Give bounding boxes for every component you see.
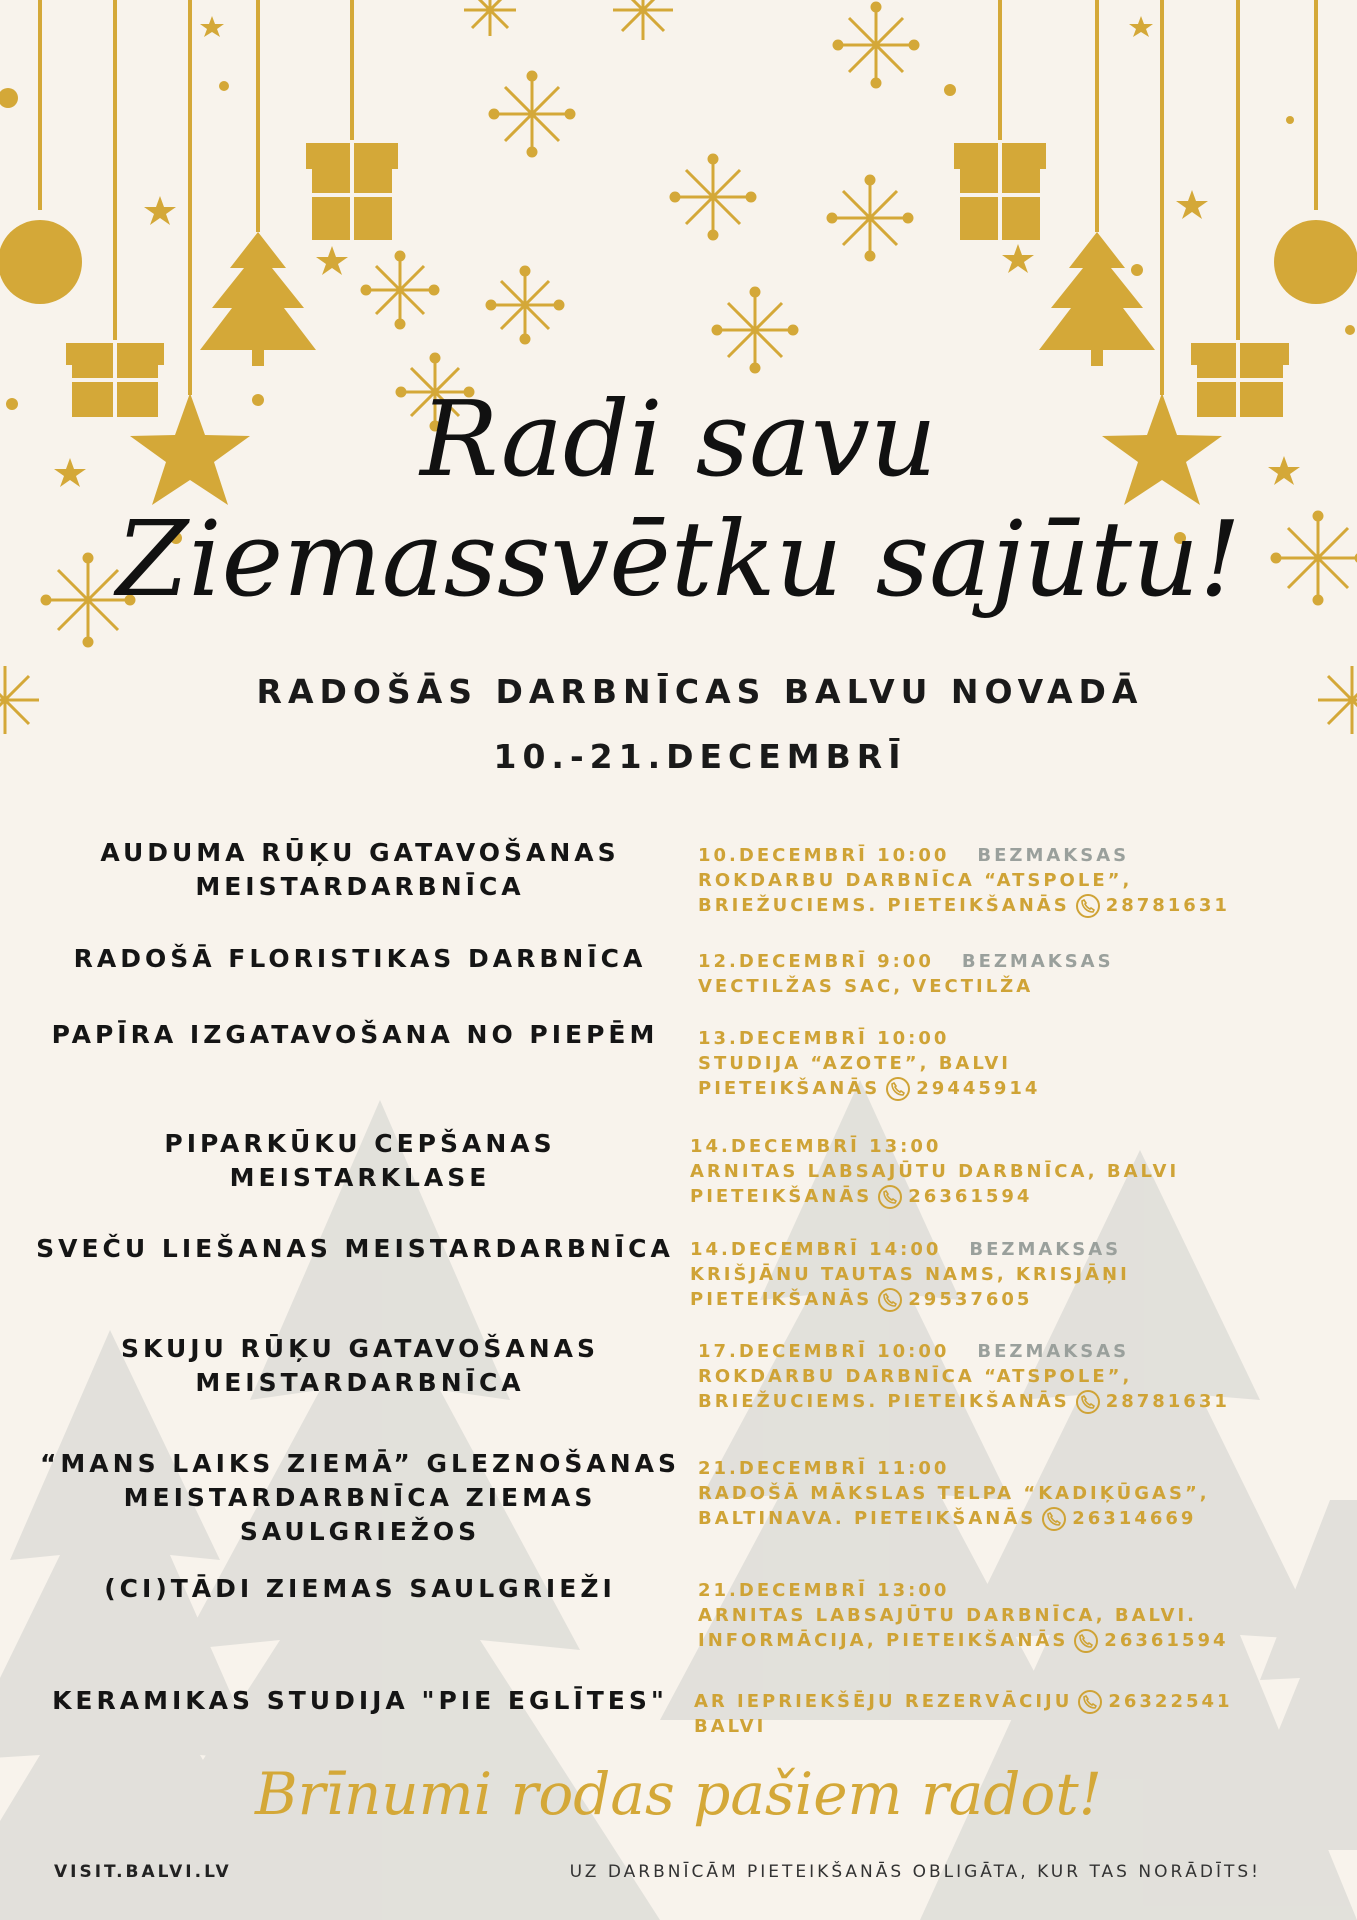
event-info-4 <box>690 1134 1179 1209</box>
phone-icon <box>878 1185 902 1209</box>
phone-icon <box>1076 1390 1100 1414</box>
event-info-7 <box>698 1456 1210 1531</box>
phone-icon <box>1078 1690 1102 1714</box>
event-name-8: (CI)TĀDI ZIEMAS SAULGRIEŽI <box>104 1574 616 1603</box>
free-badge: BEZMAKSAS <box>961 951 1114 972</box>
event-name-6: SKUJU RŪĶU GATAVOŠANAS MEISTARDARBNĪCA <box>121 1334 599 1397</box>
phone-icon <box>886 1077 910 1101</box>
event-place: RADOŠĀ MĀKSLAS TELPA “KADIĶŪGAS”, <box>698 1483 1210 1504</box>
event-name-2: RADOŠĀ FLORISTIKAS DARBNĪCA <box>73 944 647 973</box>
event-name-4: PIPARKŪKU CEPŠANAS MEISTARKLASE <box>164 1129 556 1192</box>
event-place: ARNITAS LABSAJŪTU DARBNĪCA, BALVI. <box>698 1605 1197 1626</box>
event-registration: PIETEIKŠANĀS <box>690 1186 873 1207</box>
event-info-8 <box>698 1578 1229 1653</box>
event-registration: PIETEIKŠANĀS <box>698 1078 881 1099</box>
event-phone: 26314669 <box>1072 1508 1197 1529</box>
slogan: Brīnumi rodas pašiem radot! <box>255 1760 1102 1828</box>
event-info-6 <box>698 1339 1230 1414</box>
event-info-5 <box>690 1237 1130 1312</box>
event-phone: 29445914 <box>916 1078 1041 1099</box>
event-date: 21.DECEMBRĪ 13:00 <box>698 1580 950 1601</box>
title-line-2: Ziemassvētku sajūtu! <box>116 498 1241 620</box>
event-place: ROKDARBU DARBNĪCA “ATSPOLE”, <box>698 1366 1133 1387</box>
event-date: 10.DECEMBRĪ 10:00 <box>698 845 950 866</box>
subtitle-line-2: 10.-21.DECEMBRĪ <box>493 737 907 776</box>
event-name-1: AUDUMA RŪĶU GATAVOŠANAS MEISTARDARBNĪCA <box>100 838 620 901</box>
subtitle-line-1: RADOŠĀS DARBNĪCAS BALVU NOVADĀ <box>256 672 1144 711</box>
event-place: VECTILŽAS SAC, VECTILŽA <box>698 976 1034 997</box>
title-line-1: Radi savu <box>420 378 937 500</box>
phone-icon <box>1076 894 1100 918</box>
event-place: ROKDARBU DARBNĪCA “ATSPOLE”, <box>698 870 1133 891</box>
event-phone: 26322541 <box>1108 1691 1233 1712</box>
free-badge: BEZMAKSAS <box>969 1239 1122 1260</box>
event-name-5: SVEČU LIEŠANAS MEISTARDARBNĪCA <box>36 1234 674 1263</box>
event-registration: INFORMĀCIJA, PIETEIKŠANĀS <box>698 1630 1069 1651</box>
event-place: ARNITAS LABSAJŪTU DARBNĪCA, BALVI <box>690 1161 1180 1182</box>
event-phone: 28781631 <box>1105 895 1230 916</box>
event-date: 12.DECEMBRĪ 9:00 <box>698 951 934 972</box>
phone-icon <box>1074 1629 1098 1653</box>
event-place: KRIŠJĀNU TAUTAS NAMS, KRISJĀŅI <box>690 1264 1130 1285</box>
phone-icon <box>1042 1507 1066 1531</box>
event-date: 14.DECEMBRĪ 13:00 <box>690 1136 942 1157</box>
event-name-7: “MANS LAIKS ZIEMĀ” GLEZNOŠANAS MEISTARDARBNĪCA ZIEMAS SAULGRIEŽOS <box>40 1449 680 1546</box>
footer-note: UZ DARBNĪCĀM PIETEIKŠANĀS OBLIGĀTA, KUR TAS NORĀDĪTS! <box>569 1862 1261 1882</box>
website-link[interactable]: VISIT.BALVI.LV <box>54 1862 232 1882</box>
event-info-1 <box>698 843 1230 918</box>
event-phone: 28781631 <box>1105 1391 1230 1412</box>
event-date: 17.DECEMBRĪ 10:00 <box>698 1341 950 1362</box>
event-info-2 <box>698 949 1114 999</box>
event-place: STUDIJA “AZOTE”, BALVI <box>698 1053 1011 1074</box>
event-phone: 26361594 <box>1104 1630 1229 1651</box>
event-date: AR IEPRIEKŠĒJU REZERVĀCIJU <box>694 1691 1073 1712</box>
event-registration: PIETEIKŠANĀS <box>690 1289 873 1310</box>
event-registration: BRIEŽUCIEMS. PIETEIKŠANĀS <box>698 895 1070 916</box>
event-registration: BALTINAVA. PIETEIKŠANĀS <box>698 1508 1037 1529</box>
event-date: 14.DECEMBRĪ 14:00 <box>690 1239 942 1260</box>
event-date: 21.DECEMBRĪ 11:00 <box>698 1458 950 1479</box>
event-info-3 <box>698 1026 1040 1101</box>
phone-icon <box>878 1288 902 1312</box>
event-place: BALVI <box>694 1716 767 1737</box>
event-phone: 26361594 <box>908 1186 1033 1207</box>
event-info-9 <box>694 1689 1233 1739</box>
event-phone: 29537605 <box>908 1289 1033 1310</box>
free-badge: BEZMAKSAS <box>977 845 1130 866</box>
event-date: 13.DECEMBRĪ 10:00 <box>698 1028 950 1049</box>
event-registration: BRIEŽUCIEMS. PIETEIKŠANĀS <box>698 1391 1070 1412</box>
free-badge: BEZMAKSAS <box>977 1341 1130 1362</box>
event-name-3: PAPĪRA IZGATAVOŠANA NO PIEPĒM <box>51 1020 659 1049</box>
event-name-9: KERAMIKAS STUDIJA "PIE EGLĪTES" <box>52 1686 668 1715</box>
